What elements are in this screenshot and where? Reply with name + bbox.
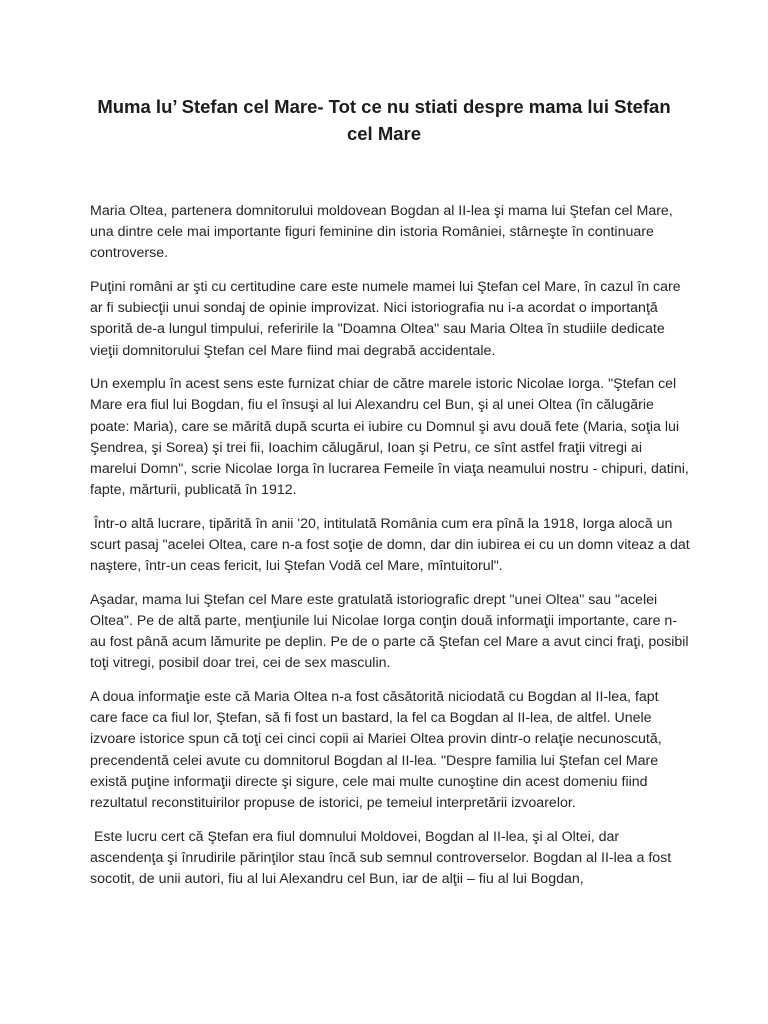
paragraph-5: Aşadar, mama lui Ştefan cel Mare este gratulată istoriografic drept "unei Oltea" sau "acelei Oltea". Pe de altă parte, menţiunile lui Nicolae Iorga conţin două informaţii importante, care n-au fost până acum lămurite pe deplin. Pe de o parte că Ştefan cel Mare a avut cinci fraţi, posibil toţi vitregi, posibil doar trei, cei de sex masculin. bbox=[90, 591, 693, 672]
paragraph-7: Este lucru cert că Ştefan era fiul domnului Moldovei, Bogdan al II-lea, şi al Oltei, dar ascendenţa şi înrudirile părinţilor stau încă sub semnul controverselor. Bogdan al II-lea a fost socotit, de unii autori, fiu al lui Alexandru cel Bun, iar de alţii – fiu al lui Bogdan, bbox=[90, 828, 676, 888]
paragraph-2: Puţini români ar şti cu certitudine care este numele mamei lui Ştefan cel Mare, în cazul în care ar fi subiecţii unui sondaj de opinie improvizat. Nici istoriografia nu i-a acordat o importanţă sporită de-a lungul timpului, referirile la "Doamna Oltea" sau Maria Oltea în studiile dedicate vieţii domnitorului Ştefan cel Mare fiind mai degrabă accidentale. bbox=[90, 279, 685, 359]
paragraph-3: Un exemplu în acest sens este furnizat chiar de către marele istoric Nicolae Iorga. "Ştefan cel Mare era fiul lui Bogdan, fiu el însuşi al lui Alexandru cel Bun, şi al unei Oltea (în călugărie poate: Maria), care se mărită după scurta ei iubire cu Domnul şi avu două fete (Maria, soţia lui Şendrea, şi Sorea) şi trei fii, Ioachim călugărul, Ioan şi Petru, ce sînt astfel fraţii vitregi ai marelui Domn", scrie Nicolae Iorga în lucrarea Femeile în viaţa neamului nostru - chipuri, datini, fapte, mărturii, publicată în 1912. bbox=[90, 376, 693, 499]
paragraph-1: Maria Oltea, partenera domnitorului moldovean Bogdan al II-lea şi mama lui Ştefan cel Mare, una dintre cele mai importante figuri feminine din istoria României, stârneşte în continuare controverse. bbox=[90, 203, 677, 262]
paragraph-6: A doua informaţie este că Maria Oltea n-a fost căsătorită niciodată cu Bogdan al II-lea, fapt care face ca fiul lor, Ştefan, să fi fost un bastard, la fel ca Bogdan al II-lea, de altfel. Unele izvoare istorice spun că toţi cei cinci copii ai Mariei Oltea provin dintr-o relaţie necunoscută, precendentă celei avute cu domnitorul Bogdan al II-lea. "Despre familia lui Ştefan cel Mare există puţine informaţii directe şi sigure, cele mai multe cunoştine din acest domeniu fiind rezultatul reconstituirilor propuse de istorici, pe temeiul interpretării izvoarelor. bbox=[90, 689, 666, 812]
document-title: Muma lu’ Stefan cel Mare- Tot ce nu stiati despre mama lui Stefan cel Mare bbox=[97, 96, 671, 144]
paragraph-4: Într-o altă lucrare, tipărită în anii '20, intitulată România cum era pînă la 1918, Iorga alocă un scurt pasaj "acelei Oltea, care n-a fost soţie de domn, dar din iubirea ei cu un domn viteaz a dat naştere, într-un ceas fericit, lui Ştefan Vodă cel Mare, mîntuitorul". bbox=[90, 515, 694, 575]
document-body bbox=[90, 201, 694, 903]
